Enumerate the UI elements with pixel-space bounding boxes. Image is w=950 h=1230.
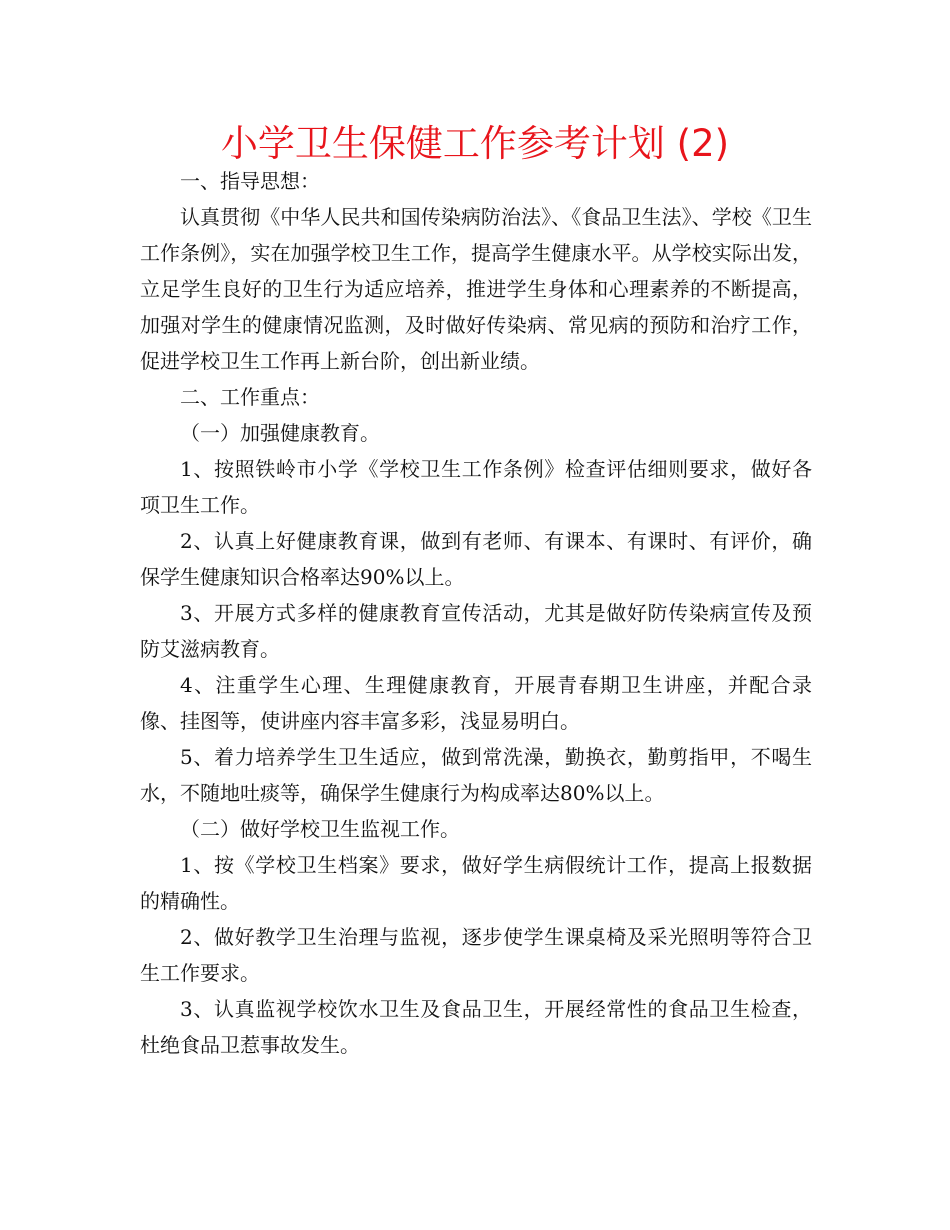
- document-title: 小学卫生保健工作参考计划 (2): [220, 122, 730, 165]
- list-item: 1、按照铁岭市小学《学校卫生工作条例》检查评估细则要求，做好各项卫生工作。: [140, 457, 812, 517]
- list-item: 2、认真上好健康教育课，做到有老师、有课本、有课时、有评价，确保学生健康知识合格率达90%以上。: [140, 529, 812, 589]
- section-heading-guiding-ideology: 一、指导思想：: [180, 169, 320, 193]
- subsection-heading-health-education: （一）加强健康教育。: [180, 421, 380, 445]
- list-item: 1、按《学校卫生档案》要求，做好学生病假统计工作，提高上报数据的精确性。: [140, 853, 812, 913]
- list-item: 2、做好教学卫生治理与监视，逐步使学生课桌椅及采光照明等符合卫生工作要求。: [140, 925, 812, 985]
- list-item: 4、注重学生心理、生理健康教育，开展青春期卫生讲座，并配合录像、挂图等，使讲座内容丰富多彩，浅显易明白。: [140, 673, 812, 733]
- paragraph-guiding-ideology: 认真贯彻《中华人民共和国传染病防治法》、《食品卫生法》、学校《卫生工作条例》，实在加强学校卫生工作，提高学生健康水平。从学校实际出发，立足学生良好的卫生行为适应培养，推进学生身体和心理素养的不断提高，加强对学生的健康情况监测，及时做好传染病、常见病的预防和治疗工作，促进学校卫生工作再上新台阶，创出新业绩。: [140, 205, 812, 373]
- document-body: [140, 163, 812, 1063]
- list-item: 3、开展方式多样的健康教育宣传活动，尤其是做好防传染病宣传及预防艾滋病教育。: [140, 601, 812, 661]
- list-item: 5、着力培养学生卫生适应，做到常洗澡，勤换衣，勤剪指甲，不喝生水，不随地吐痰等，确保学生健康行为构成率达80%以上。: [140, 745, 812, 805]
- section-heading-work-focus: 二、工作重点：: [180, 385, 320, 409]
- subsection-heading-hygiene-supervision: （二）做好学校卫生监视工作。: [180, 817, 460, 841]
- list-item: 3、认真监视学校饮水卫生及食品卫生，开展经常性的食品卫生检查，杜绝食品卫惹事故发生。: [140, 997, 812, 1057]
